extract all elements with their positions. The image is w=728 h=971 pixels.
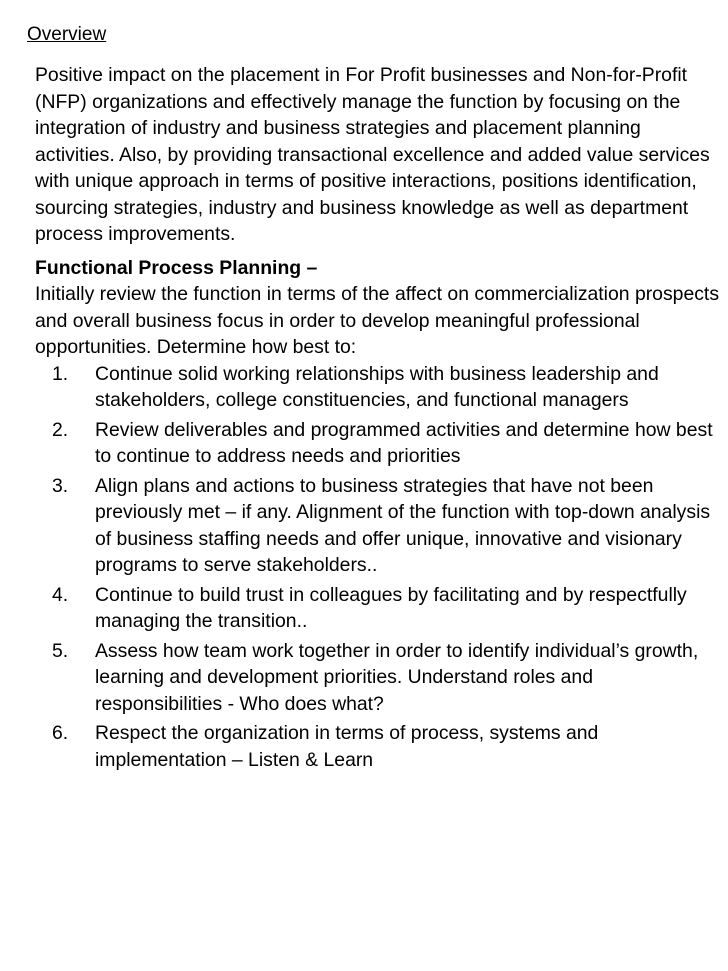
list-item-text: Continue solid working relationships with business leadership and stakeholders, college constituencies, and functional managers (95, 362, 659, 411)
list-item-number: 5. (52, 639, 69, 662)
list-item (35, 638, 723, 718)
list-item (35, 361, 723, 414)
list-item-text: Review deliverables and programmed activities and determine how best to continue to address needs and priorities (95, 418, 713, 467)
list-item-text: Assess how team work together in order to identify individual’s growth, learning and development priorities. Understand roles and responsibilities - Who does what? (95, 639, 699, 715)
list-item-number: 2. (52, 418, 69, 441)
document-content (35, 62, 723, 776)
list-item-number: 3. (52, 474, 69, 497)
list-item (35, 473, 723, 579)
section-intro: Initially review the function in terms of the affect on commercialization prospects and overall business focus in order to develop meaningful professional opportunities. Determine how best to: (35, 283, 720, 358)
steps-list (35, 361, 723, 774)
list-item-number: 6. (52, 722, 69, 744)
section-heading: Functional Process Planning – (35, 256, 318, 279)
list-item-text: Align plans and actions to business strategies that have not been previously met – if any. Alignment of the function with top-down analysis of business staffing needs and offer unique, innovative and visionary programs to serve stakeholders.. (95, 474, 711, 576)
list-item-number: 4. (52, 583, 69, 606)
list-item (35, 417, 723, 470)
overview-paragraph: Positive impact on the placement in For Profit businesses and Non-for-Profit (NFP) organizations and effectively manage the function by focusing on the integration of industry and business strategies and placement planning activities. Also, by providing transactional excellence and added value services with unique approach in terms of positive interactions, positions identification, sourcing strategies, industry and business knowledge as well as department process improvements. (35, 64, 710, 245)
list-item (35, 720, 723, 773)
overview-title: Overview (27, 24, 107, 45)
list-item (35, 582, 723, 635)
list-item-text: Respect the organization in terms of process, systems and implementation – Listen & Learn (95, 722, 599, 771)
list-item-number: 1. (52, 362, 69, 385)
list-item-text: Continue to build trust in colleagues by facilitating and by respectfully managing the transition.. (95, 583, 687, 632)
